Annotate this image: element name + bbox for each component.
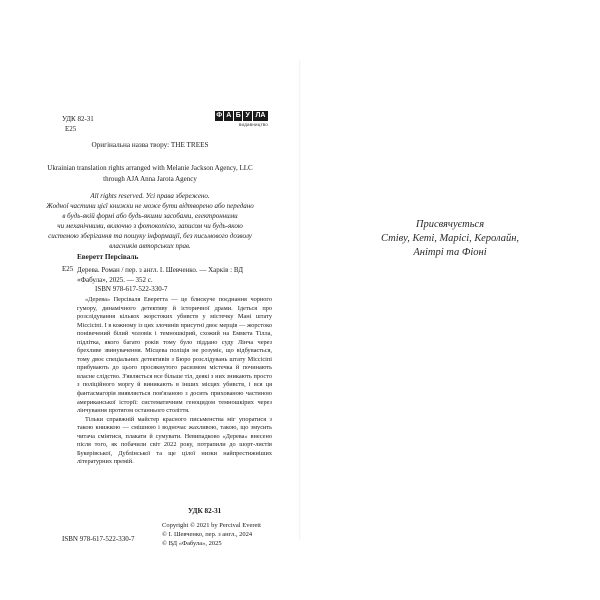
bibliographic-record: Дерева. Роман / пер. з англ. І. Шевченко. — Харків : ВД «Фабула», 2025. — 352 с. [77,266,244,284]
publisher-logo [215,111,268,127]
all-rights-line: All rights reserved. Усі права збережено. [90,192,210,200]
copyright-block [162,521,261,548]
udk-code-top: УДК 82-31 [62,115,94,123]
right-page [300,0,600,600]
index-code: E25 [62,265,74,273]
translation-rights [0,163,300,185]
original-title: Оригінальна назва твору: THE TREES [91,141,209,149]
dedication-line: Присвячується [415,219,485,230]
annotation-paragraph: «Дерева» Персіваля Еверетта — це блискуче поєднання чорного гумору, динамічного детективу й історичної драми. Ідеться про розслідування кількох жорстоких убивств у містечку Мані штату Міссісіпі. І в кожному із цих злочинів присутні двоє мерців — жорстоко понівечений білий чоловік і темношкірий, схожий на Еммета Тілла, підлітка, якого багато років тому було піддано суду Лінча через брехливе звинувачення. Місцева поліція не розуміє, що відбувається, тому двоє спеціальних детективів з Бюро розслідувань штату Міссісіпі прибувають до цього просякнутого расизмом містечка й починають власне слідство. З'являється все більше тіл, деякі з них зникають просто з поліційного моргу й виникають в інших місцях убивств, і вся ця фантасмагорія виявляється пов'язаною з досить прихованою частиною американської історії: систематичним геноцидом темношкірих через лінчування протягом останнього століття. [77,296,272,415]
dedication-line: Анітрі та Фіоні [413,247,487,258]
logo-subtitle: видавництво [238,122,268,127]
all-rights-line: чи механічними, включно з фотокопією, записом чи будь-якою [57,222,243,230]
dedication [300,218,600,260]
rights-line: Ukrainian translation rights arranged with Melanie Jackson Agency, LLC [47,164,253,172]
rights-line: through AJA Anna Jarota Agency [103,175,197,183]
isbn-top: ISBN 978-617-522-330-7 [95,285,168,293]
isbn-bottom: ISBN 978-617-522-330-7 [62,535,135,543]
all-rights-notice [0,191,300,251]
logo-letter: ЛА [253,111,268,121]
annotation [77,296,272,467]
logo-letter: А [226,112,232,119]
annotation-paragraph: Тільки справжній майстер красного письменства міг упоратися з такою книжкою — смішною і водночас жахливою, такою, що змусить читача сміятися, плакати й сумувати. Невипадково «Дерева» внесено після того, як побачили світ 2022 року, потрапили до шорт-листів Букерівської, Дублінської та ще цілої низки найпрестижніших літературних премій. [77,415,272,466]
all-rights-line: власників авторських прав. [109,242,191,250]
dedication-line: Стіву, Кеті, Марісі, Керолайн, [380,233,520,244]
udk-code-bottom: УДК 82-31 [188,507,222,515]
copyright-line: Copyright © 2021 by Percival Everett [162,522,261,529]
logo-letter: Б [235,112,241,119]
all-rights-line: Жодної частини цієї книжки не може бути відтворено або передано [46,202,254,210]
all-rights-line: системою зберігання та пошуку інформації, без письмового дозволу [48,232,252,240]
logo-letter: У [243,111,251,121]
logo-letters [215,111,268,121]
logo-letter: Ф [216,112,223,119]
udk-block-top [62,114,94,134]
all-rights-line: в будь-якій формі або будь-якими засобами, електронними [62,212,238,220]
author-name: Еверетт Персіваль [77,253,139,261]
copyright-line: © ВД «Фабула», 2025 [162,540,222,547]
index-code-top: E25 [65,125,77,133]
copyright-line: © І. Шевченко, пер. з англ., 2024 [162,531,253,538]
